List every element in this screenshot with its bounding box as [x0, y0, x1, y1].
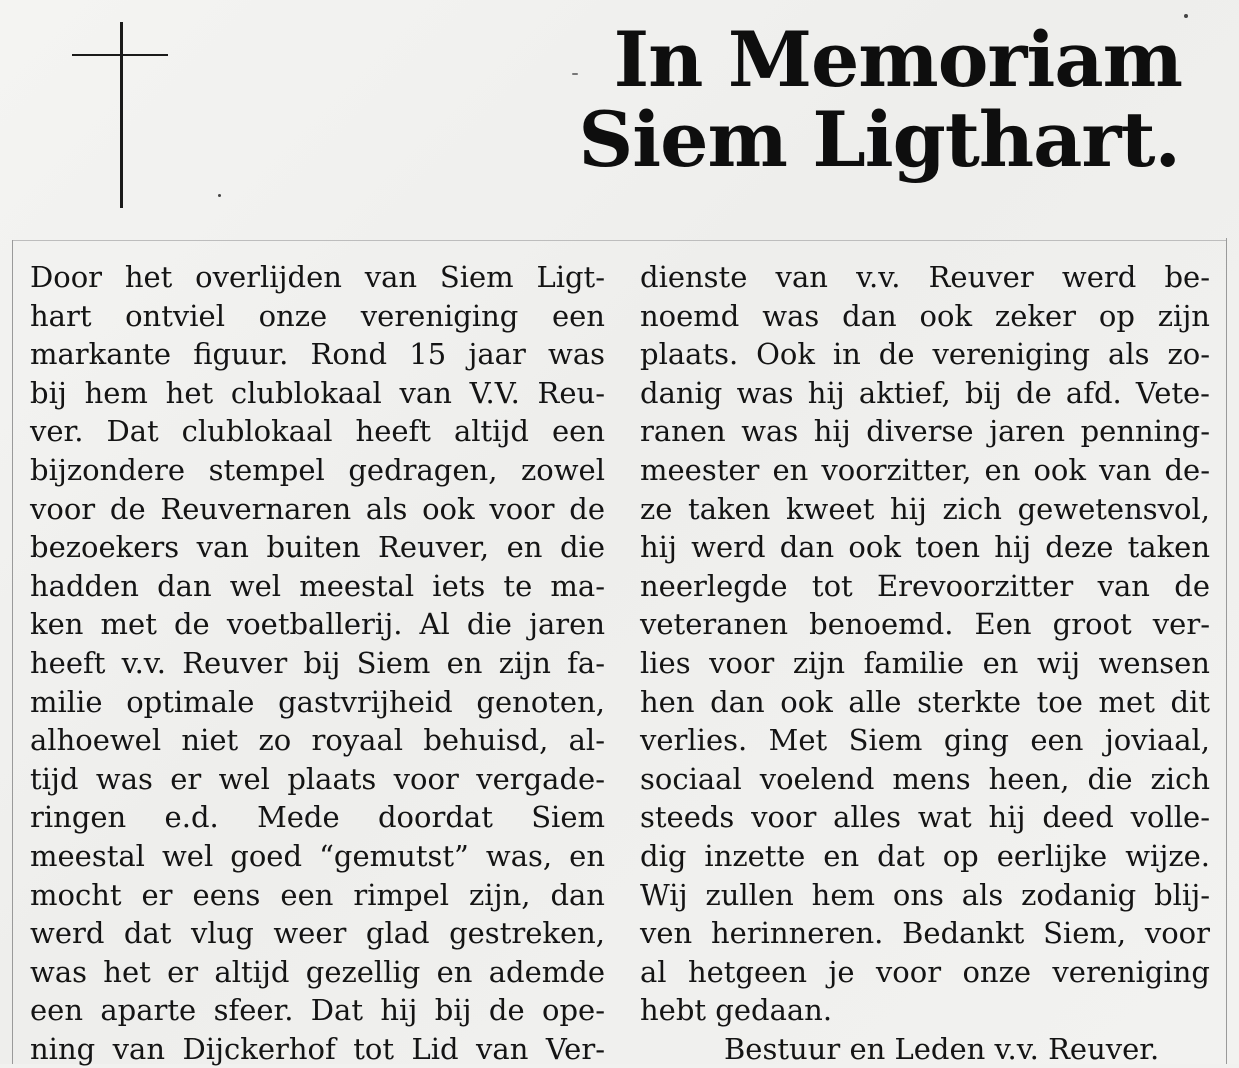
text-line: heeft v.v. Reuver bij Siem en zijn fa- — [30, 645, 605, 680]
text-line: ven herinneren. Bedankt Siem, voor — [640, 916, 1210, 951]
right-column — [640, 258, 1210, 1030]
text-line: danig was hij aktief, bij de afd. Vete- — [640, 375, 1210, 410]
text-line: was het er altijd gezellig en ademde — [30, 954, 605, 989]
text-line: al hetgeen je voor onze vereniging — [640, 954, 1210, 989]
text-line: hadden dan wel meestal iets te ma- — [30, 568, 605, 603]
text-line: een aparte sfeer. Dat hij bij de ope- — [30, 993, 605, 1028]
text-line: ken met de voetballerij. Al die jaren — [30, 607, 605, 642]
text-line: Door het overlijden van Siem Ligt- — [30, 260, 605, 294]
text-line: milie optimale gastvrijheid genoten, — [30, 684, 605, 719]
text-line: dienste van v.v. Reuver werd be- — [640, 260, 1210, 294]
signature-line: Bestuur en Leden v.v. Reuver. — [724, 1032, 1160, 1066]
print-speck — [1184, 14, 1188, 18]
text-line: meestal wel goed “gemutst” was, en — [30, 838, 605, 873]
text-line: bezoekers van buiten Reuver, en die — [30, 530, 605, 565]
text-line: verlies. Met Siem ging een joviaal, — [640, 723, 1210, 758]
title-line-1: In Memoriam — [613, 15, 1182, 104]
text-line: Wij zullen hem ons als zodanig blij- — [640, 877, 1210, 912]
text-line: noemd was dan ook zeker op zijn — [640, 298, 1210, 333]
left-column — [30, 258, 605, 1068]
text-line: lies voor zijn familie en wij wensen — [640, 645, 1210, 680]
text-line: sociaal voelend mens heen, die zich — [640, 761, 1210, 796]
print-speck — [572, 73, 578, 75]
text-line: ning van Dijckerhof tot Lid van Ver- — [30, 1031, 605, 1066]
text-line: hebt gedaan. — [640, 993, 833, 1028]
article-title — [520, 15, 1210, 184]
text-line: steeds voor alles wat hij deed volle- — [640, 800, 1210, 835]
cross-vertical-bar — [120, 22, 123, 208]
text-line: plaats. Ook in de vereniging als zo- — [640, 337, 1210, 372]
cross-horizontal-bar — [72, 54, 168, 56]
text-line: dig inzette en dat op eerlijke wijze. — [640, 838, 1210, 873]
text-line: hij werd dan ook toen hij deze taken — [640, 530, 1210, 565]
print-speck — [218, 194, 221, 197]
text-line: ranen was hij diverse jaren penning- — [640, 414, 1210, 449]
text-line: voor de Reuvernaren als ook voor de — [30, 491, 605, 526]
text-line: ringen e.d. Mede doordat Siem — [30, 800, 605, 835]
text-line: markante figuur. Rond 15 jaar was — [30, 337, 605, 372]
text-line: meester en voorzitter, en ook van de- — [640, 452, 1210, 487]
text-line: ver. Dat clublokaal heeft altijd een — [30, 414, 605, 449]
text-line: veteranen benoemd. Een groot ver- — [640, 607, 1210, 642]
clipping-border-top — [12, 240, 1227, 241]
text-line: ze taken kweet hij zich gewetensvol, — [640, 491, 1210, 526]
clipping-border-left — [12, 240, 13, 1064]
text-line: mocht er eens een rimpel zijn, dan — [30, 877, 605, 912]
clipping-border-right — [1226, 238, 1227, 1064]
text-line: bij hem het clublokaal van V.V. Reu- — [30, 375, 605, 410]
text-line: werd dat vlug weer glad gestreken, — [30, 916, 605, 951]
text-line: neerlegde tot Erevoorzitter van de — [640, 568, 1210, 603]
text-line: bijzondere stempel gedragen, zowel — [30, 452, 605, 487]
title-line-2: Siem Ligthart. — [578, 95, 1180, 184]
text-line: alhoewel niet zo royaal behuisd, al- — [30, 723, 605, 758]
text-line: hart ontviel onze vereniging een — [30, 298, 605, 333]
text-line: hen dan ook alle sterkte toe met dit — [640, 684, 1210, 719]
text-line: tijd was er wel plaats voor vergade- — [30, 761, 605, 796]
